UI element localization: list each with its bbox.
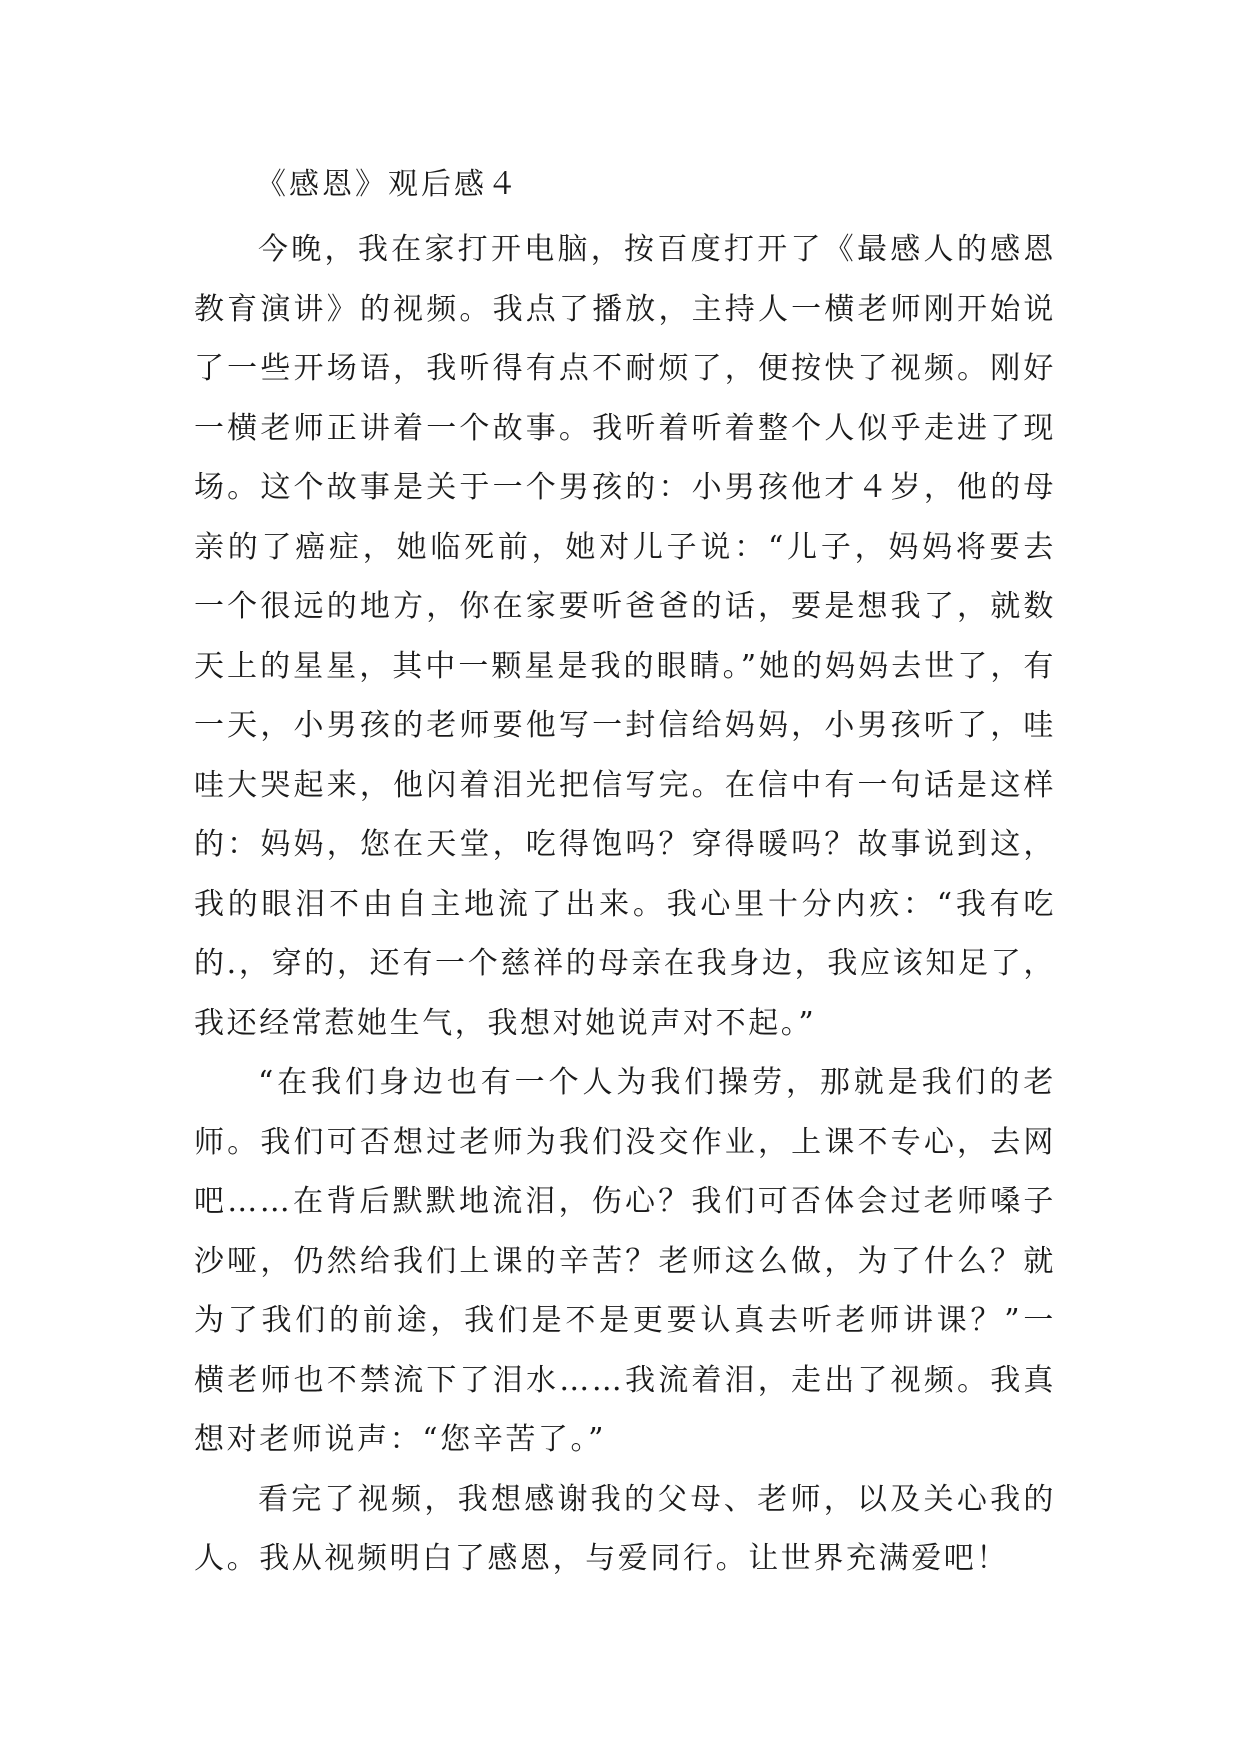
paragraph-2: “在我们身边也有一个人为我们操劳，那就是我们的老师。我们可否想过老师为我们没交作业，上课不专心，去网吧……在背后默默地流泪，伤心？我们可否体会过老师嗓子沙哑，仍然给我们上课的辛苦？老师这么做，为了什么？就为了我们的前途，我们是不是更要认真去听老师讲课？”一横老师也不禁流下了泪水……我流着泪，走出了视频。我真想对老师说声：“您辛苦了。” [194, 1065, 1056, 1457]
paragraph-1: 今晚，我在家打开电脑，按百度打开了《最感人的感恩教育演讲》的视频。我点了播放，主持人一横老师刚开始说了一些开场语，我听得有点不耐烦了，便按快了视频。刚好一横老师正讲着一个故事。我听着听着整个人似乎走进了现场。这个故事是关于一个男孩的：小男孩他才４岁，他的母亲的了癌症，她临死前，她对儿子说：“儿子，妈妈将要去一个很远的地方，你在家要听爸爸的话，要是想我了，就数天上的星星，其中一颗星是我的眼睛。”她的妈妈去世了，有一天，小男孩的老师要他写一封信给妈妈，小男孩听了，哇哇大哭起来，他闪着泪光把信写完。在信中有一句话是这样的：妈妈，您在天堂，吃得饱吗？穿得暖吗？故事说到这，我的眼泪不由自主地流了出来。我心里十分内疚：“我有吃的.，穿的，还有一个慈祥的母亲在我身边，我应该知足了，我还经常惹她生气，我想对她说声对不起。” [194, 232, 1056, 1041]
document-body [194, 220, 1056, 1589]
document-title: 《感恩》观后感４ [256, 167, 520, 202]
paragraph-3: 看完了视频，我想感谢我的父母、老师，以及关心我的人。我从视频明白了感恩，与爱同行。让世界充满爱吧！ [194, 1481, 1056, 1576]
